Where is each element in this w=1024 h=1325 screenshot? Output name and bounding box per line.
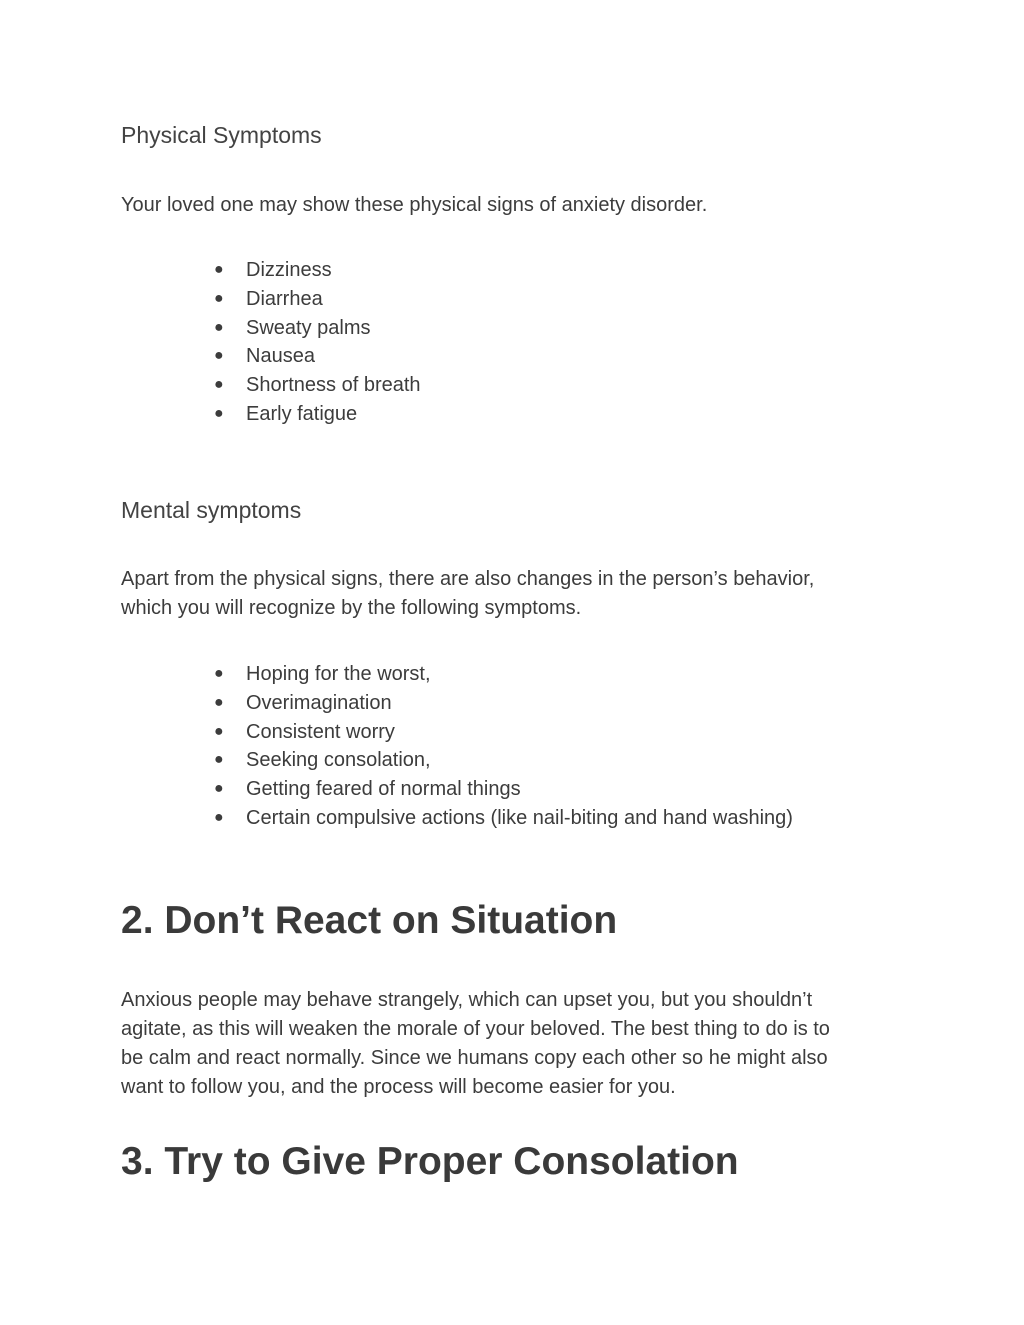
physical-symptoms-intro: Your loved one may show these physical signs of anxiety disorder.	[121, 194, 708, 216]
list-item: ● Certain compulsive actions (like nail-biting and hand washing)	[214, 804, 793, 833]
list-item: ● Getting feared of normal things	[214, 775, 793, 804]
paragraph-line: Anxious people may behave strangely, which can upset you, but you shouldn’t	[121, 989, 813, 1011]
paragraph-line: want to follow you, and the process will become easier for you.	[121, 1076, 676, 1098]
list-item: ● Overimagination	[214, 689, 793, 718]
list-item: ● Early fatigue	[214, 400, 421, 429]
list-item: ● Hoping for the worst,	[214, 660, 793, 689]
section-2-heading: 2. Don’t React on Situation	[121, 899, 618, 942]
list-item: ● Consistent worry	[214, 718, 793, 747]
mental-symptoms-intro	[121, 565, 911, 623]
mental-symptoms-list	[214, 660, 793, 833]
physical-symptoms-heading: Physical Symptoms	[121, 122, 322, 148]
list-item: ● Nausea	[214, 342, 421, 371]
mental-symptoms-heading: Mental symptoms	[121, 497, 302, 523]
list-item: ● Sweaty palms	[214, 314, 421, 343]
list-item: ● Seeking consolation,	[214, 746, 793, 775]
section-3-heading: 3. Try to Give Proper Consolation	[121, 1140, 739, 1183]
paragraph-line: which you will recognize by the following symptoms.	[121, 597, 582, 619]
list-item: ● Dizziness	[214, 256, 421, 285]
physical-symptoms-list	[214, 256, 421, 429]
list-item: ● Shortness of breath	[214, 371, 421, 400]
section-2-paragraph	[121, 986, 911, 1102]
list-item: ● Diarrhea	[214, 285, 421, 314]
paragraph-line: agitate, as this will weaken the morale of your beloved. The best thing to do is to	[121, 1018, 830, 1040]
paragraph-line: Apart from the physical signs, there are also changes in the person’s behavior,	[121, 568, 815, 590]
paragraph-line: be calm and react normally. Since we humans copy each other so he might also	[121, 1047, 828, 1069]
